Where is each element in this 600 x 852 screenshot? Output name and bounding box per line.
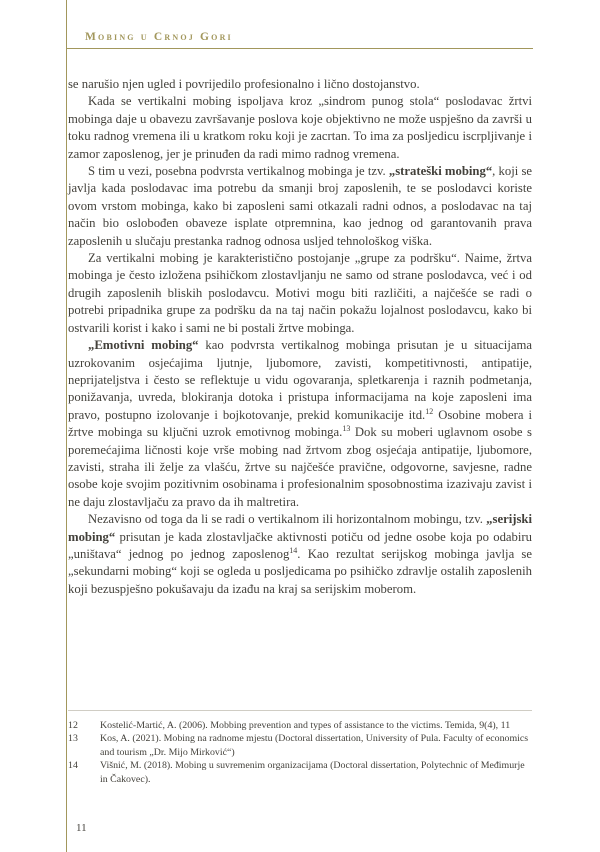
- bold-term: „Emotivni mobing“: [88, 338, 199, 353]
- footnote-ref: 12: [425, 406, 434, 416]
- bold-term: „strateški mobing“: [388, 164, 493, 179]
- footnote-separator: [68, 710, 532, 711]
- paragraph: [68, 163, 532, 250]
- footnote-number: 12: [68, 720, 78, 731]
- text-run: . Kao rezultat serijskog mobinga javlja se „sekundarni mobing“ koji se ogleda u posljedicama po psihičko zdravlje ostalih zaposlenih koji bezuspješno pokušavaju da izađu na kraj sa serijskim moberom.: [68, 546, 532, 596]
- footnote-text: Kostelić-Martić, A. (2006). Mobbing prevention and types of assistance to the victims. Temida, 9(4), 11: [100, 720, 511, 731]
- footnote-ref: 13: [342, 423, 351, 433]
- text-run: S tim u vezi, posebna podvrsta vertikalnog mobinga je tzv.: [88, 164, 389, 179]
- footnote-ref: 14: [289, 545, 298, 555]
- header-rule: [67, 48, 533, 49]
- paragraph: [68, 250, 532, 337]
- page-header: [67, 31, 533, 49]
- text-run: Kada se vertikalni mobing ispoljava kroz „sindrom punog stola“ poslodavac žrtvi mobinga daje u obavezu završavanje poslova koje objektivno ne može uspješno da završi u toku radnog vremena ili u kratkom roku koji je zacrtan. To ima za posljedicu iscrpljivanje i zamor zaposlenog, jer je prinuđen da radi mimo radnog vremena.: [68, 94, 532, 161]
- footnote: [68, 759, 532, 786]
- footnote-text: Kos, A. (2021). Mobing na radnome mjestu (Doctoral dissertation, University of Pula. Faculty of economics and tourism „Dr. Mijo Mirković“): [100, 733, 529, 758]
- footnote: [68, 719, 532, 732]
- footnote-block: [68, 710, 532, 786]
- text-run: se narušio njen ugled i povrijedilo profesionalno i lično dostojanstvo.: [68, 77, 420, 91]
- text-run: Dok su moberi uglavnom osobe s poremećajima ličnosti koje vrše mobing nad žrtvom zbog osjećaja antipatije, ljubomore, zavisti, straha ili želje za vlašću, žrtve su najčešće pravične, odgovorne, savjesne, radne osobe koje svojim pozitivnim osobinama i profesionalnim sposobnostima izazivaju zavist i ne daju zlostavljaču za pravo da ih maltretira.: [68, 425, 532, 509]
- footnotes-list: [68, 719, 532, 786]
- text-run: kao podvrsta vertikalnog mobinga prisutan je u situacijama uzrokovanim osjećajima ljutnje, ljubomore, zavisti, kompetitivnosti, antipatije, neprijateljstva i često se reflektuje u vidu ogovaranja, spletkarenja i raznih podmetanja, ponižavanja, uvreda, blokiranja dotoka i pristupa informacijama na koje zaposleni ima pravo, postupno izolovanje i bojkotovanje, prekid komunikacije itd.: [68, 338, 532, 422]
- text-run: Osobine mobera i žrtve mobinga su ključni uzrok emotivnog mobinga.: [68, 407, 532, 440]
- bold-term: „serijski mobing“: [68, 512, 532, 544]
- left-border-line: [66, 0, 67, 852]
- text-run: Za vertikalni mobing je karakteristično postojanje „grupe za podršku“. Naime, žrtva mobinga je često izložena psihičkom zlostavljanju ne samo od strane poslodavca, već i od drugih zaposlenih bliskih poslodavcu. Motivi mogu biti različiti, a najčešće se radi o potrebi pripadnika grupe za podršku da na taj način pokažu lojalnost poslodavcu, kako bi ostvarili korist i kako i sami ne bi postali žrtve mobinga.: [68, 251, 532, 335]
- footnote: [68, 732, 532, 759]
- footnote-number: 13: [68, 733, 78, 745]
- text-run: prisutan je kada zlostavljačke aktivnosti potiču od jedne osobe koja po odabiru „uništava“ jednog po jednog zaposlenog: [68, 529, 532, 561]
- footnote-text: Višnić, M. (2018). Mobing u suvremenim organizacijama (Doctoral dissertation, Polytechnic of Međimurje in Čakovec).: [100, 760, 525, 785]
- text-run: , koji se javlja kada poslodavac ima potrebu da smanji broj zaposlenih, te se poslodavci koriste ovom vrstom mobinga, kako bi zaposleni sami otkazali radni odnos, a poslodavac na taj način bio oslobođen obaveze isplate otpremnina, kao jednog od garantovanih prava zaposlenih u slučaju prestanka radnog odnosa usljed tehnološkog viška.: [68, 164, 533, 248]
- page-number: 11: [76, 822, 87, 834]
- paragraph: [68, 76, 532, 93]
- text-run: Nezavisno od toga da li se radi o vertikalnom ili horizontalnom mobingu, tzv.: [88, 512, 487, 527]
- running-header-title: Mobing u Crnoj Gori: [85, 31, 233, 43]
- footnote-number: 14: [68, 760, 78, 772]
- paragraph: [68, 93, 532, 163]
- body-text: [68, 76, 532, 598]
- paragraph: [68, 511, 532, 598]
- paragraph: [68, 337, 532, 511]
